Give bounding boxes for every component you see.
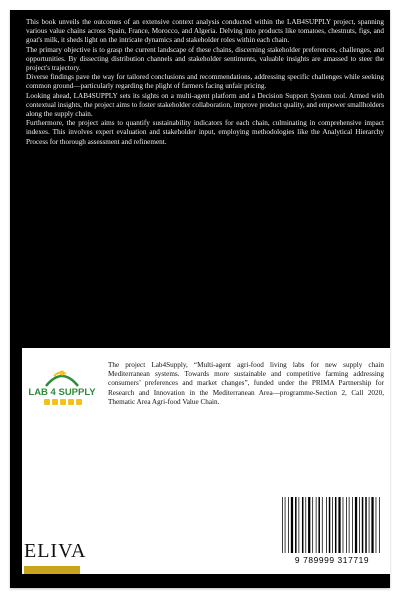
summary-paragraph-3: Diverse findings pave the way for tailored conclusions and recommendations, addressing specific challenges while seeking common ground—particularly regarding the plight of farmers facing unfair pricing. [26,73,384,91]
barcode-bar [308,497,310,553]
barcode-bar [369,497,370,553]
publisher-name: ELIVA [24,540,87,562]
barcode-bar [359,497,360,553]
barcode-bar [352,497,353,553]
project-description: The project Lab4Supply, “Multi-agent agri-food living labs for new supply chain Mediterranean systems. Towards more sustainable and competitive farming addressing consumers’ preferences and market changes”, funded under the PRIMA Partnership for Research and Innovation in the Mediterranean Area—programme-Section 2, Call 2020, Thematic Area Agri-food Value Chain. [108,361,384,406]
barcode-bar [316,497,317,553]
barcode-bar [302,497,304,553]
barcode-bar [343,497,344,553]
barcode-bar [322,497,323,553]
barcode-bar [355,497,357,553]
barcode-bar [371,497,373,553]
barcode-bar [326,497,327,553]
barcode-bar [346,497,347,553]
barcode-bar [338,497,340,553]
barcode-bar [329,497,331,553]
barcode-bar [291,497,293,553]
lab4supply-logo [28,364,96,412]
logo-lettering: LAB 4 SUPPLY [28,387,96,398]
barcode-bar [285,497,286,553]
summary-paragraph-5: Furthermore, the project aims to quantify sustainability indicators for each chain, culminating in comprehensive impact indexes. This involves expert evaluation and stakeholder input, employing methodologies like the Analytical Hierarchy Process for thorough assessment and refinement. [26,119,384,146]
barcode-bar [305,497,306,553]
summary-paragraph-2: The primary objective is to grasp the current landscape of these chains, discerning stakeholder preferences, challenges, and opportunities. By dissecting distribution channels and stakeholder sentiments, valuable insights are amassed to steer the project's trajectory. [26,45,384,73]
isbn-number: 9 789999 317719 [294,555,370,565]
barcode-bar [332,497,333,553]
summary-paragraph-4: Looking ahead, LAB4SUPPLY sets its sights on a multi-agent platform and a Decision Support System tool. Armed with contextual insights, the project aims to foster stakeholder collaboration, improve product quality, and empower smallholders along the supply chain. [26,91,384,119]
barcode-bar [295,497,297,553]
barcode-bar [349,497,350,553]
summary-paragraph-1: This book unveils the outcomes of an extensive context analysis conducted within the LAB4SUPPLY project, spanning various value chains across Spain, France, Morocco, and Algeria. Delving into products like tomatoes, chestnuts, figs, and goat's milk, it sheds light on the intricate dynamics and stakeholder roles within each chain. [26,18,384,45]
barcode-bar [365,497,367,553]
barcode-bar [318,497,320,553]
barcode-bar [379,497,380,553]
isbn-barcode [280,495,384,555]
book-summary [26,18,384,147]
barcode-bar [288,497,289,553]
publisher-bar [24,566,80,574]
barcode-bar [282,497,283,553]
barcode-bar [362,497,364,553]
barcode-bar [299,497,300,553]
barcode-bar [335,497,337,553]
publisher-logo [24,540,87,580]
barcode-bar [312,497,313,553]
barcode-bar [376,497,377,553]
